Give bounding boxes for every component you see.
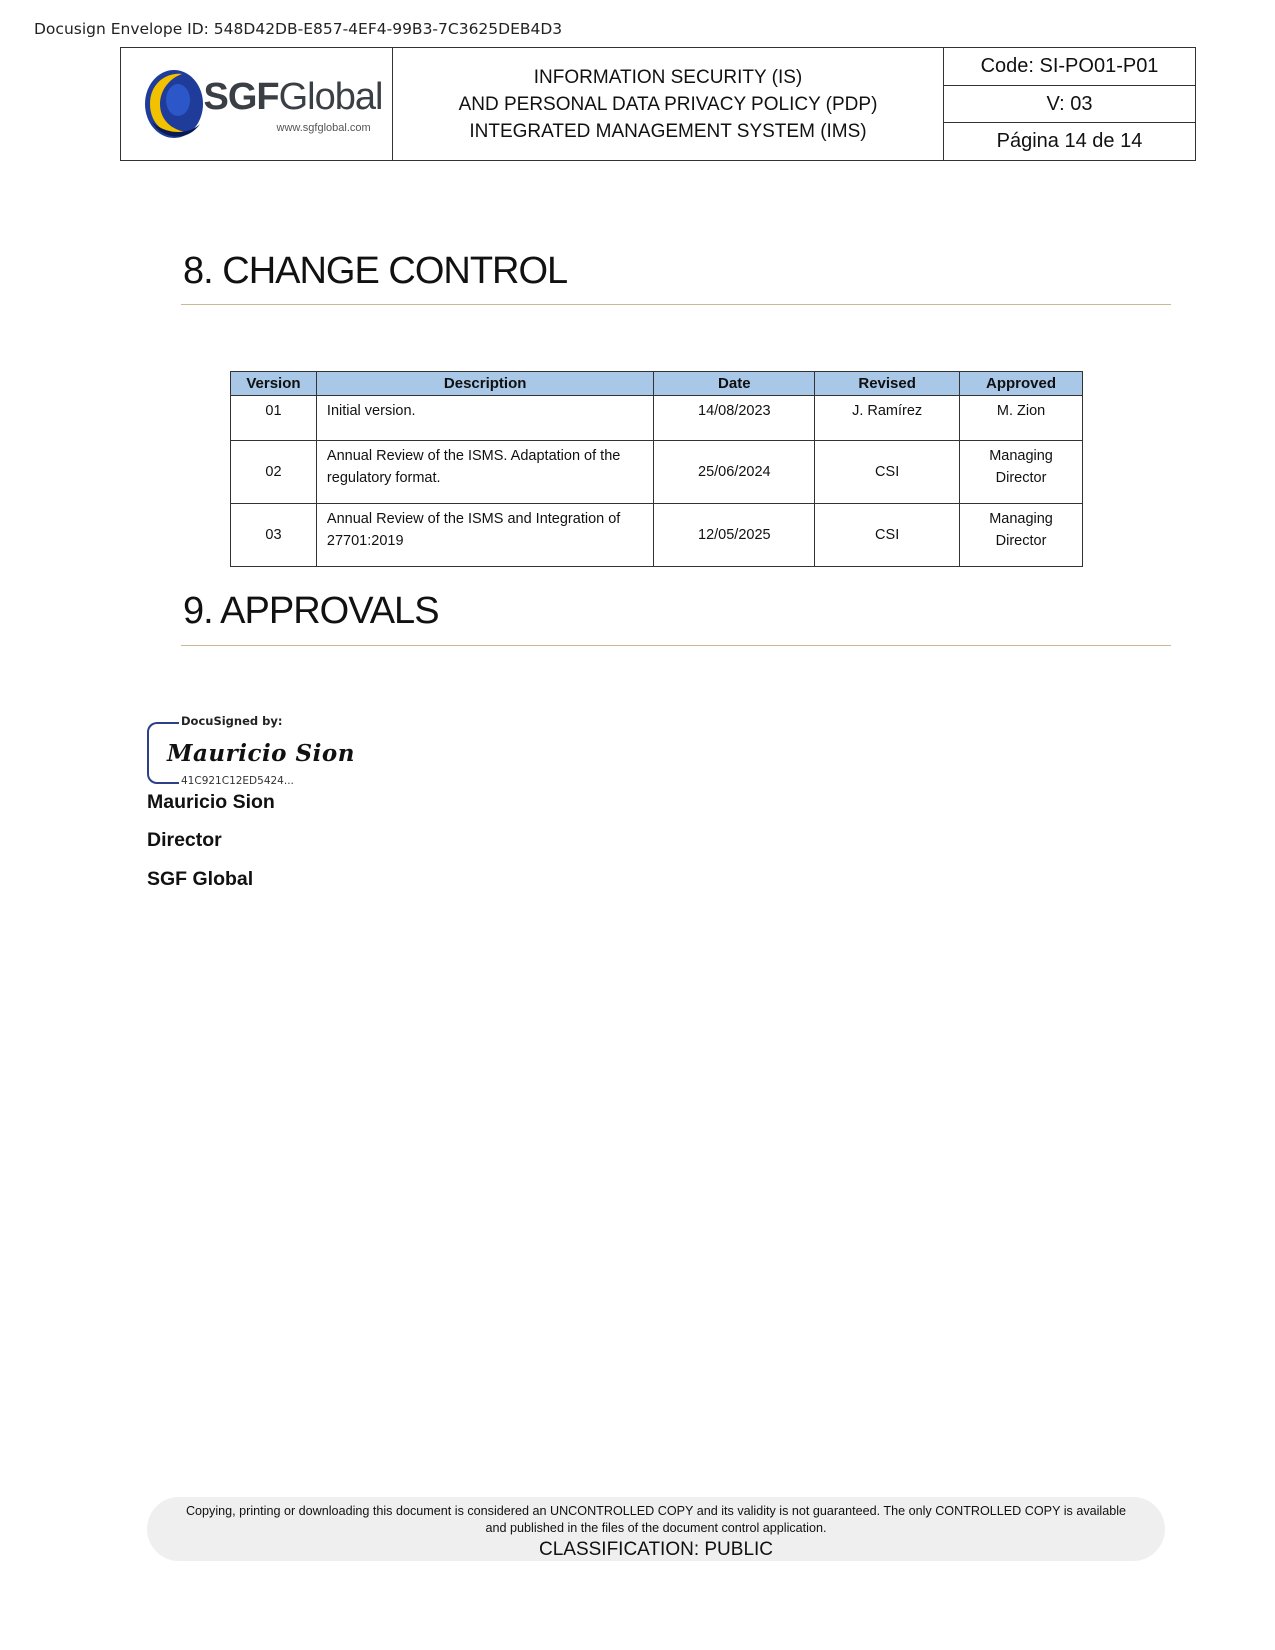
approved-cell: Managing Director — [960, 441, 1083, 504]
date-cell: 14/08/2023 — [654, 396, 815, 441]
signature-hash: 41C921C12ED5424... — [181, 775, 294, 787]
revised-cell: J. Ramírez — [815, 396, 960, 441]
section-divider — [181, 645, 1171, 646]
document-header — [120, 47, 1196, 161]
document-meta — [944, 48, 1195, 160]
revised-cell: CSI — [815, 441, 960, 504]
version-cell: 02 — [231, 441, 317, 504]
logo-emblem-icon — [142, 64, 204, 144]
docusign-envelope-id: Docusign Envelope ID: 548D42DB-E857-4EF4-99B3-7C3625DEB4D3 — [34, 20, 563, 38]
version-cell: 01 — [231, 396, 317, 441]
document-code: Code: SI-PO01-P01 — [944, 48, 1195, 86]
signer-company: SGF Global — [147, 868, 254, 890]
signature-bracket-bottom — [159, 782, 179, 784]
section-divider — [181, 304, 1171, 305]
signer-role: Director — [147, 829, 222, 851]
description-cell: Annual Review of the ISMS and Integration of 27701:2019 — [316, 504, 653, 567]
title-line: INTEGRATED MANAGEMENT SYSTEM (IMS) — [469, 120, 867, 142]
title-line: AND PERSONAL DATA PRIVACY POLICY (PDP) — [458, 93, 878, 115]
description-cell: Annual Review of the ISMS. Adaptation of the regulatory format. — [316, 441, 653, 504]
document-title — [393, 48, 944, 160]
uncontrolled-copy-notice: Copying, printing or downloading this document is considered an UNCONTROLLED COPY and its validity is not guaranteed. The only CONTROLLED COPY is available and published in the files of the document control application. — [185, 1504, 1127, 1535]
version-cell: 03 — [231, 504, 317, 567]
approved-cell: Managing Director — [960, 504, 1083, 567]
docusigned-by-label: DocuSigned by: — [181, 714, 283, 728]
column-header: Version — [231, 372, 317, 396]
company-logo — [142, 64, 383, 144]
document-footer — [147, 1497, 1165, 1561]
logo-url: www.sgfglobal.com — [276, 122, 371, 134]
date-cell: 25/06/2024 — [654, 441, 815, 504]
revised-cell: CSI — [815, 504, 960, 567]
logo-cell — [121, 48, 393, 160]
logo-wordmark: SGFGlobal — [203, 76, 383, 118]
docusign-signature-block — [147, 714, 355, 787]
date-cell: 12/05/2025 — [654, 504, 815, 567]
classification-label: CLASSIFICATION: PUBLIC — [538, 1539, 774, 1560]
table-row — [231, 396, 1083, 441]
title-line: INFORMATION SECURITY (IS) — [533, 66, 803, 88]
column-header: Approved — [960, 372, 1083, 396]
page-number: Página 14 de 14 — [996, 130, 1143, 153]
change-control-heading: 8. CHANGE CONTROL — [183, 250, 568, 292]
change-control-table — [230, 371, 1083, 567]
column-header: Description — [316, 372, 653, 396]
approvals-heading: 9. APPROVALS — [183, 590, 439, 632]
description-cell: Initial version. — [316, 396, 653, 441]
approved-cell: M. Zion — [960, 396, 1083, 441]
table-row — [231, 441, 1083, 504]
signer-name: Mauricio Sion — [147, 791, 275, 813]
column-header: Date — [654, 372, 815, 396]
handwritten-signature: Mauricio Sion — [167, 740, 355, 767]
table-row — [231, 504, 1083, 567]
column-header: Revised — [815, 372, 960, 396]
signature-bracket-top — [159, 722, 179, 724]
table-header-row — [231, 372, 1083, 396]
document-version: V: 03 — [944, 86, 1195, 124]
